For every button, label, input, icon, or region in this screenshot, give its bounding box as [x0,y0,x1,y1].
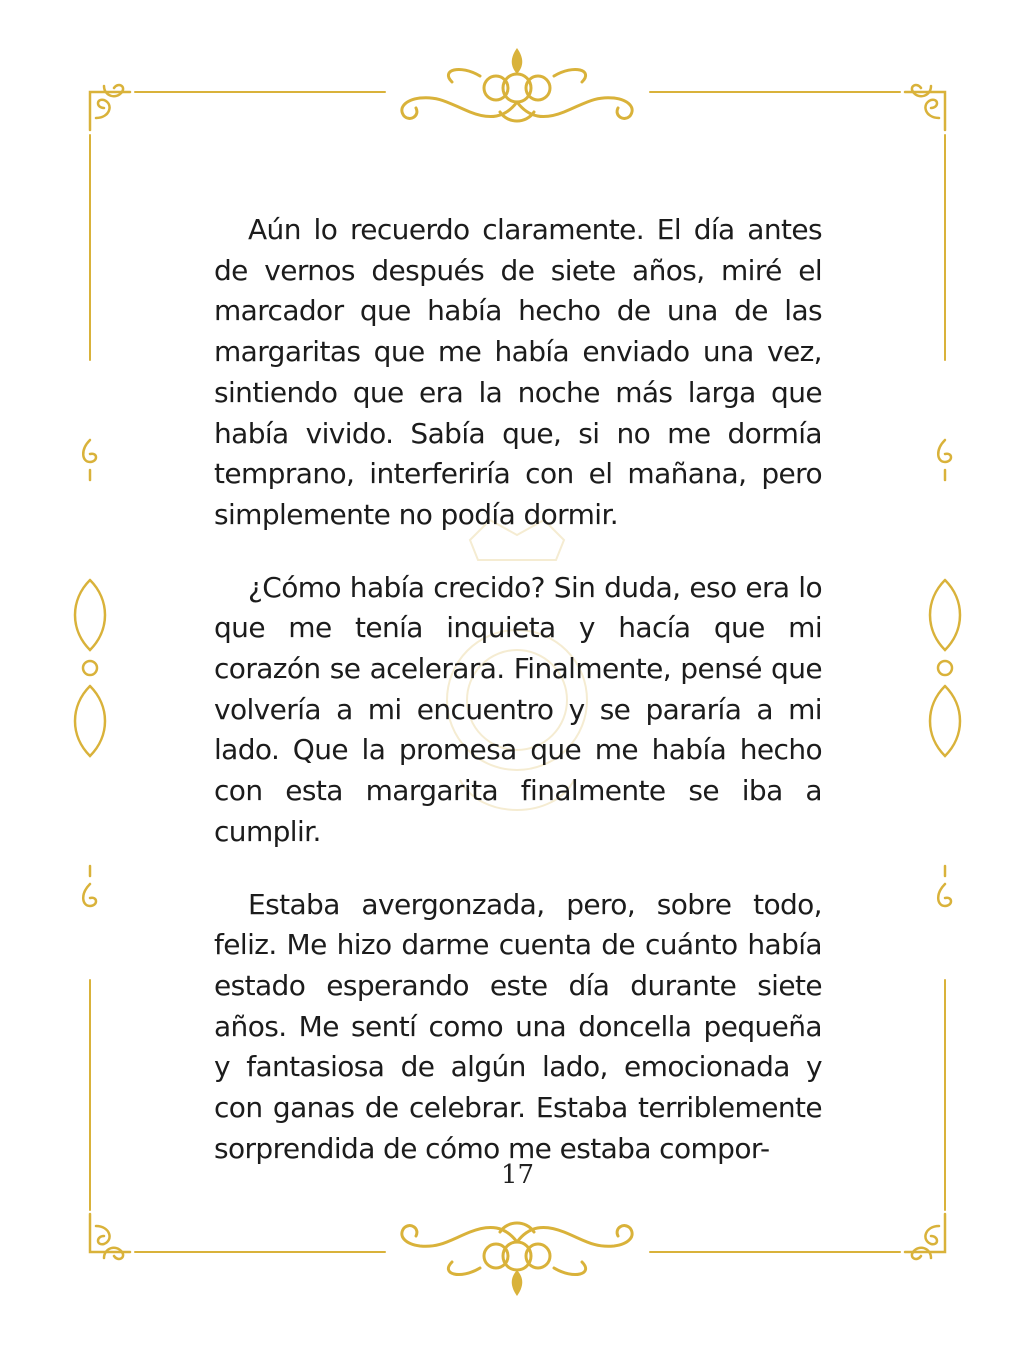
paragraph-2: ¿Cómo había crecido? Sin duda, eso era lo que me tenía inquieta y hacía que mi corazón se acelerara. Finalmente, pensé que volvería a mi encuentro y se pararía a mi lado. Que la promesa que me había hecho con esta margarita finalmente se iba a cumplir. [214,570,822,848]
body-text [214,210,822,1201]
page-number: 17 [500,1160,535,1190]
paragraph-3: Estaba avergonzada, pero, sobre todo, feliz. Me hizo darme cuenta de cuánto había estado esperando este día durante siete años. Me sentí como una doncella pequeña y fantasiosa de algún lado, emocionada y con ganas de celebrar. Estaba terriblemente sorprendida de cómo me estaba compor- [214,887,822,1165]
top-flourish-icon [402,48,632,121]
paragraph-1: Aún lo recuerdo claramente. El día antes de vernos después de siete años, miré el marcador que había hecho de una de las margaritas que me había enviado una vez, sintiendo que era la noche más larga que había vivido. Sabía que, si no me dormía temprano, interferiría con el mañana, pero simplemente no podía dormir. [214,213,822,531]
bottom-flourish-icon [402,1223,632,1296]
